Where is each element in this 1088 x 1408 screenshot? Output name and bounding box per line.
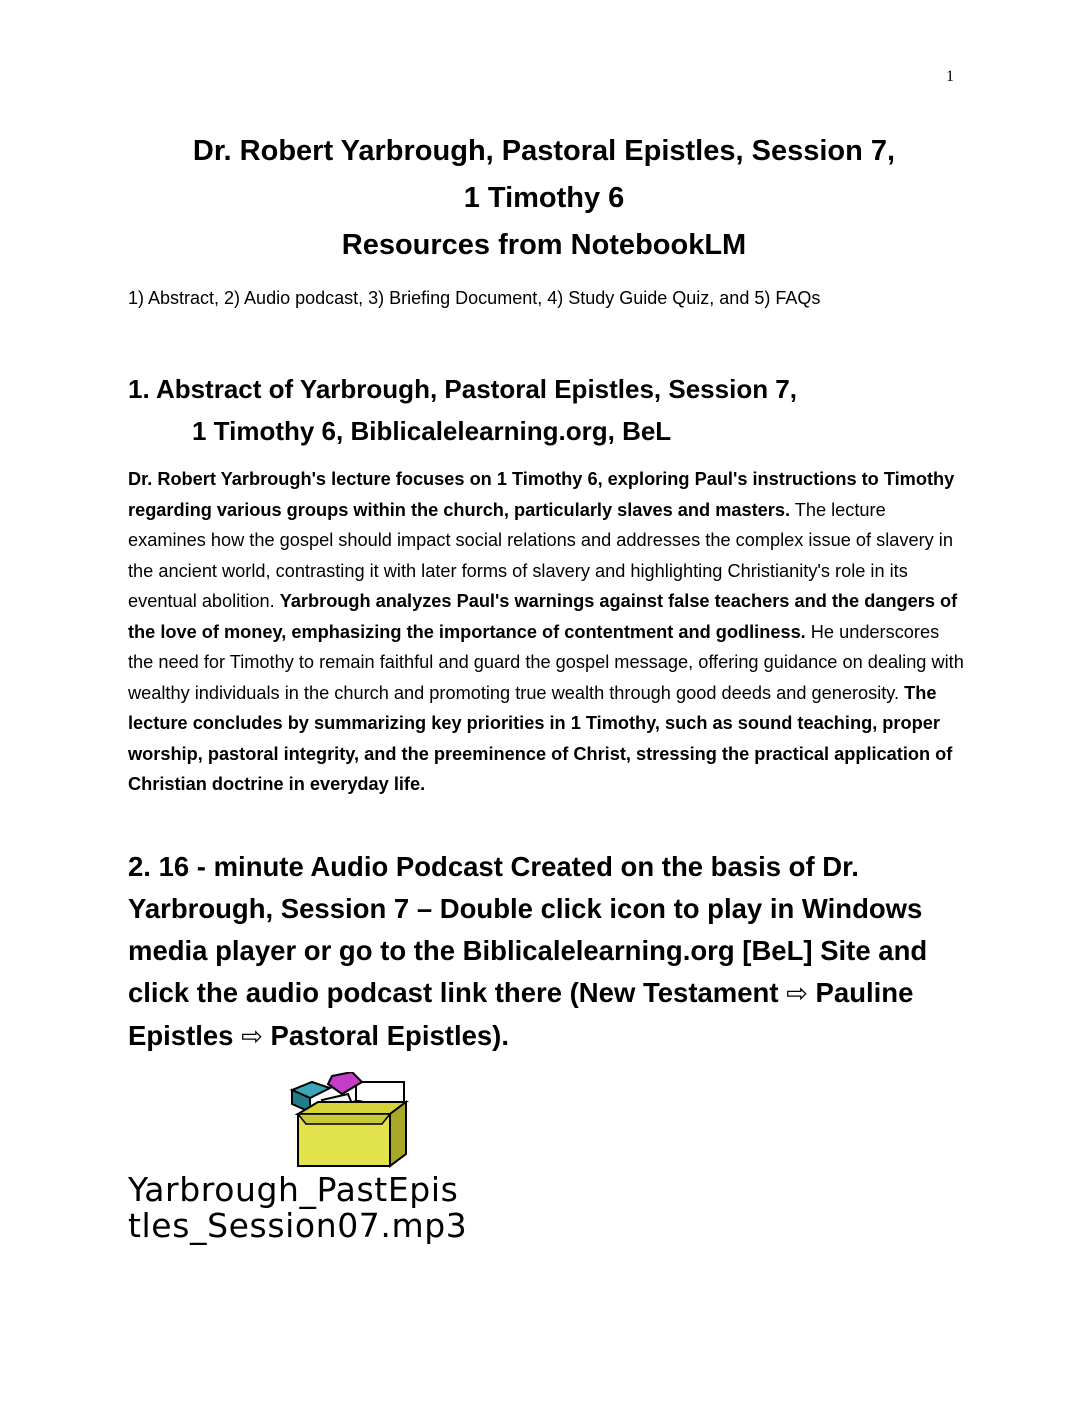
arrow-right-icon: ⇨ <box>786 979 808 1009</box>
abstract-sentence-4: He underscores the need for Timothy to remain faithful and guard the gospel message, offering guidance on dealing with wealthy individuals in the church and promoting true wealth through good deeds and generosity. <box>128 621 964 703</box>
title-line-3: Resources from NotebookLM <box>341 229 747 261</box>
section-1-heading-line-1: 1. Abstract of Yarbrough, Pastoral Epistles, Session 7, <box>128 374 797 404</box>
audio-file-label-line-2: tles_Session07.mp3 <box>128 1206 468 1245</box>
document-title <box>128 128 960 269</box>
arrow-right-icon: ⇨ <box>241 1022 263 1052</box>
section-2-heading-text-2: Pauline Epistles <box>128 977 914 1051</box>
section-2-heading-text: 2. 16 - minute Audio Podcast Created on the basis of Dr. Yarbrough, Session 7 – Double click icon to play in Windows media player or go to the Biblicalelearning.org [BeL] Site and click the audio podcast link there (New Testament <box>128 851 928 1008</box>
section-2-heading-text-3: Pastoral Epistles). <box>262 1020 509 1051</box>
audio-package-icon[interactable] <box>278 1072 418 1172</box>
audio-file-label[interactable] <box>128 1172 598 1244</box>
contents-list: 1) Abstract, 2) Audio podcast, 3) Briefing Document, 4) Study Guide Quiz, and 5) FAQs <box>128 288 821 308</box>
abstract-paragraph <box>128 464 966 800</box>
package-box-icon <box>278 1072 418 1172</box>
abstract-sentence-1: Dr. Robert Yarbrough's lecture focuses on 1 Timothy 6, exploring Paul's instructions to Timothy regarding various groups within the church, particularly slaves and masters. <box>128 469 955 520</box>
abstract-sentence-2: The lecture examines how the gospel should impact social relations and addresses the complex issue of slavery in the ancient world, contrasting it with later forms of slavery and highlighting Christianity's role in its eventual abolition. <box>128 499 953 611</box>
abstract-sentence-5: The lecture concludes by summarizing key priorities in 1 Timothy, such as sound teaching, proper worship, pastoral integrity, and the preeminence of Christ, stressing the practical application of Christian doctrine in everyday life. <box>128 682 953 794</box>
page-number: 1 <box>946 68 954 85</box>
section-1-heading-line-2: 1 Timothy 6, Biblicalelearning.org, BeL <box>192 416 672 446</box>
section-1-heading <box>128 368 960 452</box>
title-line-2: 1 Timothy 6 <box>463 182 625 214</box>
abstract-sentence-3: Yarbrough analyzes Paul's warnings against false teachers and the dangers of the love of money, emphasizing the importance of contentment and godliness. <box>128 591 958 642</box>
audio-file-label-line-1: Yarbrough_PastEpis <box>128 1170 459 1209</box>
section-2-heading <box>128 846 964 1058</box>
title-line-1: Dr. Robert Yarbrough, Pastoral Epistles, Session 7, <box>192 135 896 167</box>
